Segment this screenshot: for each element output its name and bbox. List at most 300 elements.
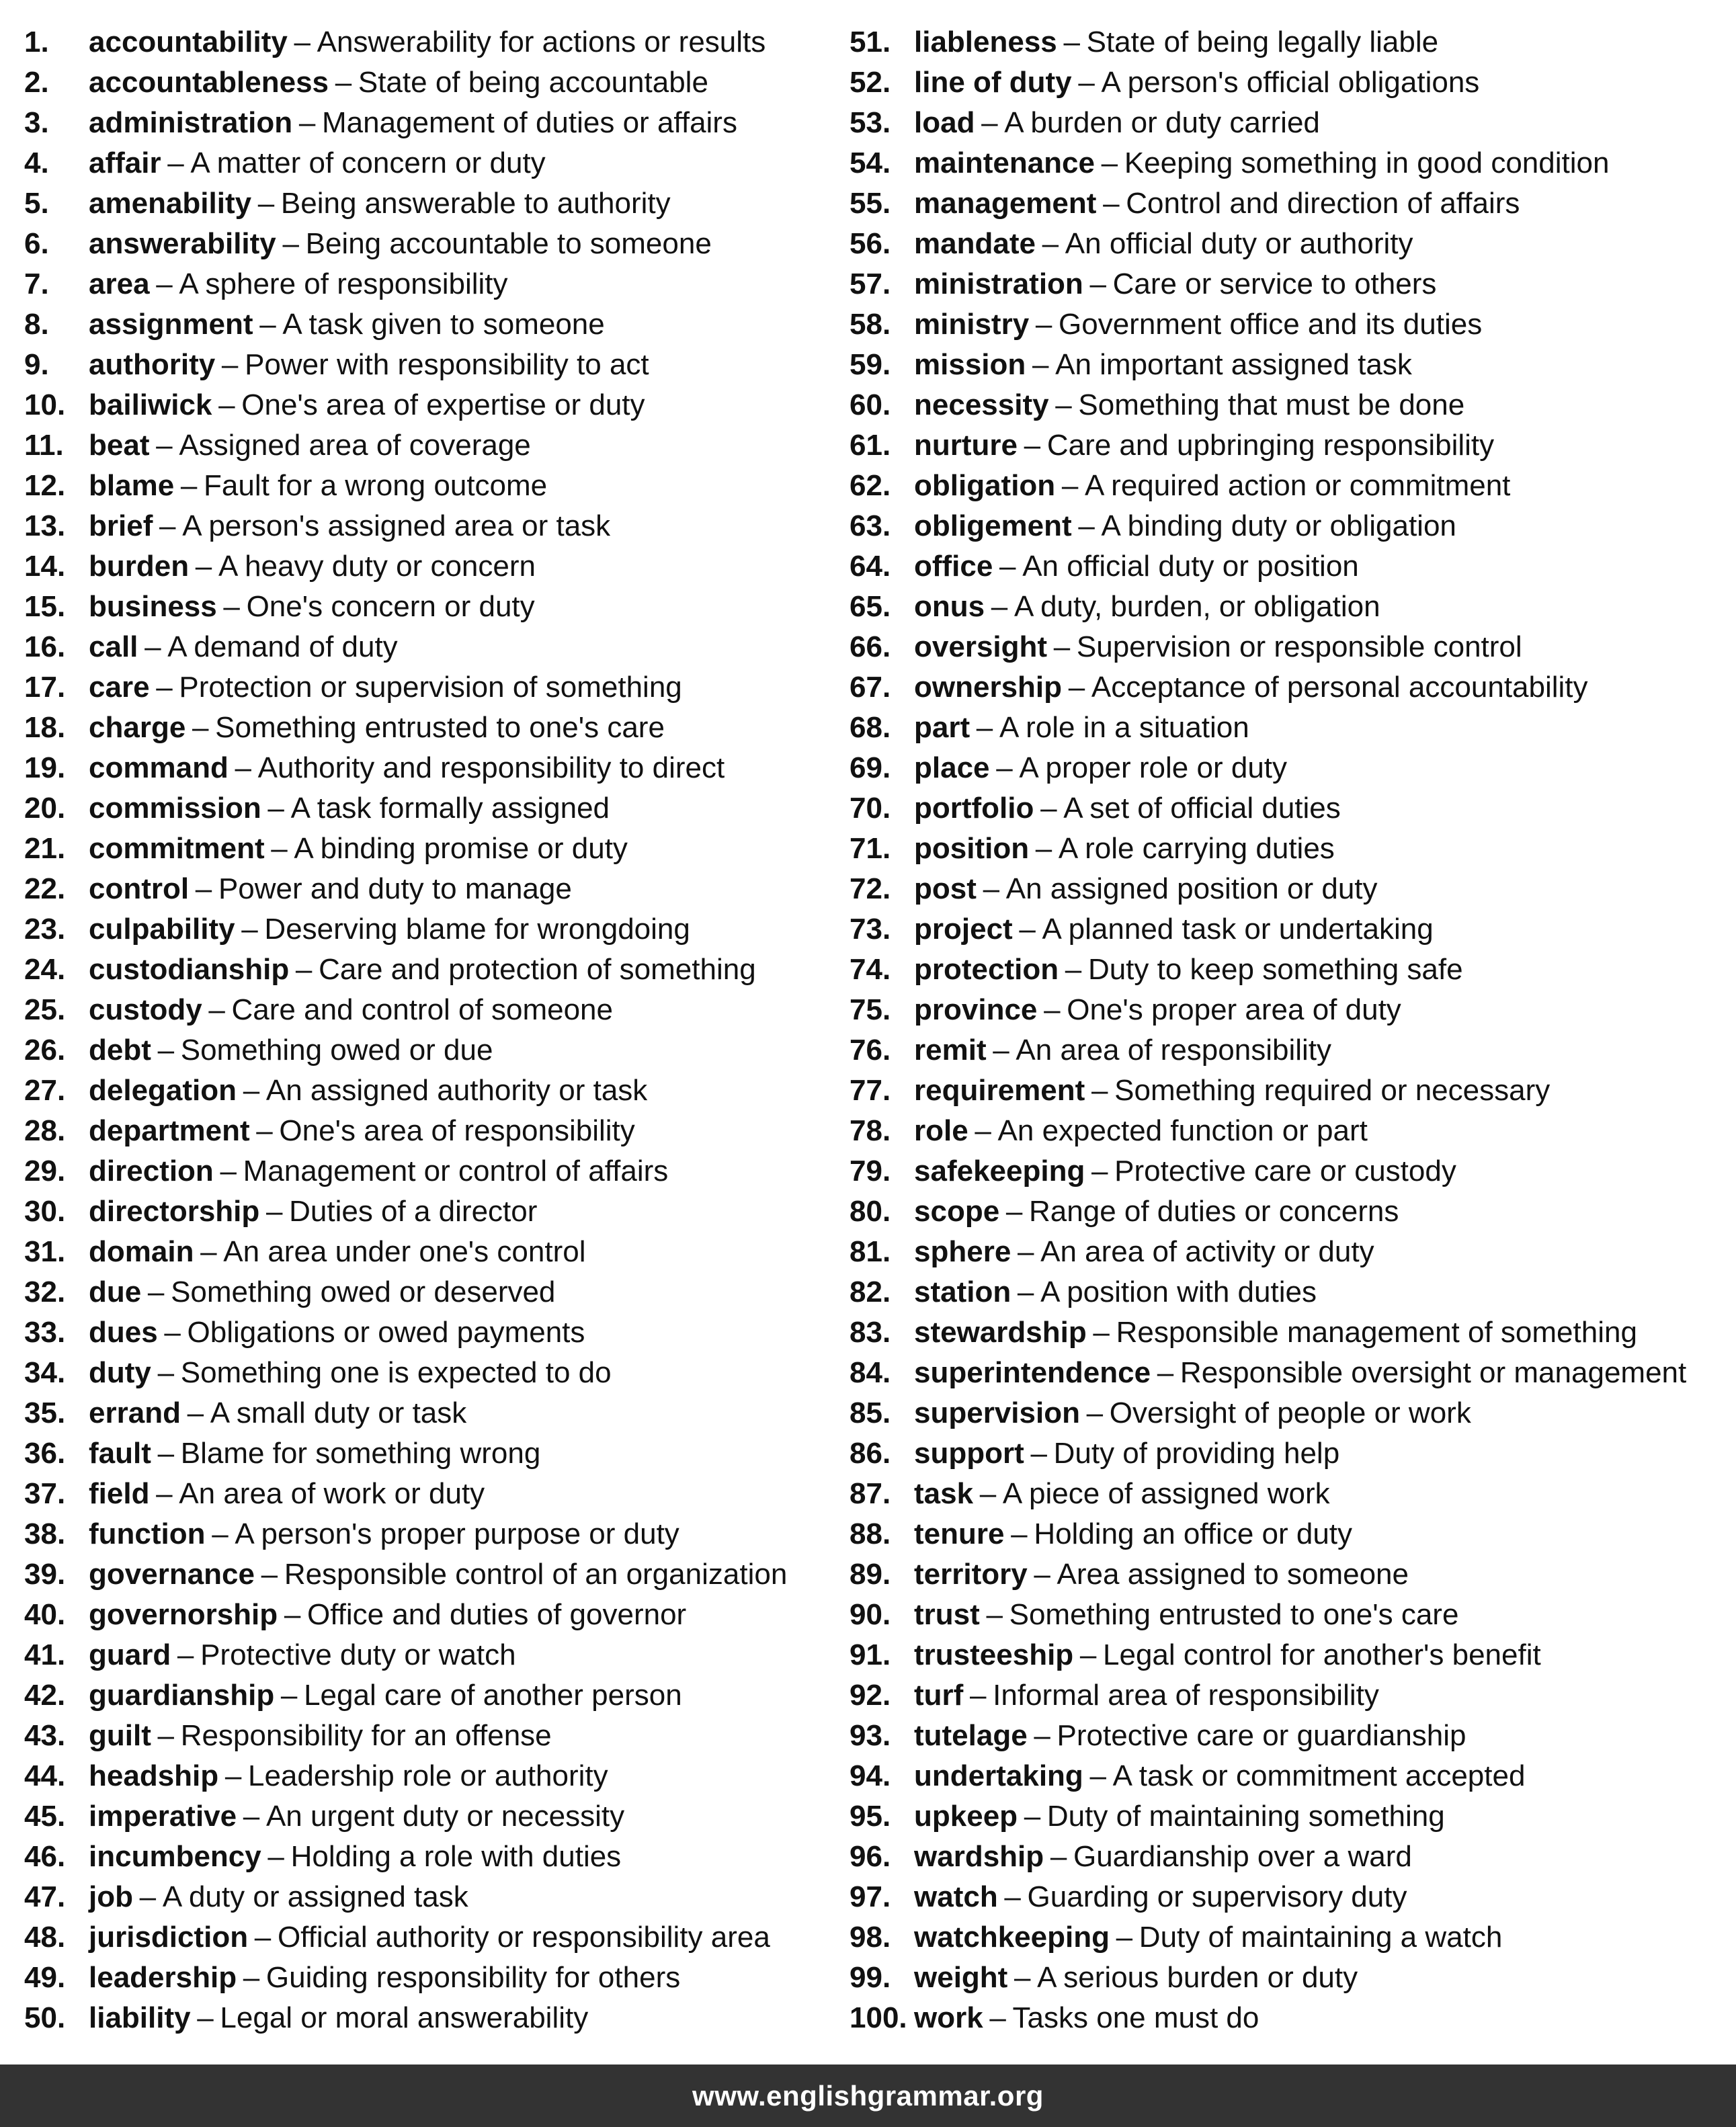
entry-definition: Tasks one must do (1012, 2001, 1259, 2034)
entry-number: 63. (850, 509, 891, 542)
entry-number: 87. (850, 1477, 891, 1510)
entry-word: province (914, 993, 1038, 1026)
entry-separator: – (335, 66, 352, 99)
entry-definition: A planned task or undertaking (1042, 913, 1434, 946)
entry-separator: – (223, 590, 240, 623)
entry-separator: – (1017, 1235, 1034, 1268)
list-item (24, 264, 837, 304)
list-item (24, 627, 837, 667)
entry-definition: Power with responsibility to act (245, 348, 649, 381)
entry-separator: – (271, 832, 288, 865)
entry-word: field (89, 1477, 150, 1510)
entry-separator: – (294, 26, 311, 58)
entry-definition: An expected function or part (997, 1114, 1368, 1147)
entry-word: affair (89, 147, 161, 179)
entry-definition: Office and duties of governor (306, 1598, 687, 1631)
entry-separator: – (298, 106, 316, 139)
entry-number: 97. (850, 1880, 891, 1913)
list-item (850, 1232, 1723, 1272)
list-item (850, 1030, 1723, 1071)
entry-number: 77. (850, 1074, 891, 1107)
entry-number: 44. (24, 1759, 66, 1792)
entry-separator: – (156, 267, 173, 300)
entry-separator: – (1035, 308, 1052, 341)
entry-number: 50. (24, 2001, 66, 2034)
entry-word: guilt (89, 1719, 151, 1752)
entry-word: jurisdiction (89, 1921, 249, 1954)
entry-number: 82. (850, 1276, 891, 1308)
entry-definition: A burden or duty carried (1004, 106, 1320, 139)
entry-number: 45. (24, 1800, 66, 1833)
entry-word: remit (914, 1034, 987, 1067)
entry-separator: – (1091, 1155, 1108, 1187)
list-item (850, 708, 1723, 748)
entry-word: command (89, 751, 229, 784)
entry-word: domain (89, 1235, 194, 1268)
entry-definition: Something owed or due (180, 1034, 493, 1067)
list-item (850, 1393, 1723, 1433)
entry-separator: – (1157, 1356, 1174, 1389)
entry-definition: Management of duties or affairs (321, 106, 737, 139)
entry-number: 74. (850, 953, 891, 986)
list-item (850, 1433, 1723, 1474)
entry-number: 13. (24, 509, 66, 542)
entry-word: work (914, 2001, 983, 2034)
entry-number: 94. (850, 1759, 891, 1792)
entry-number: 39. (24, 1558, 66, 1591)
entry-number: 37. (24, 1477, 66, 1510)
entry-definition: An official duty or position (1022, 550, 1359, 583)
entry-number: 47. (24, 1880, 66, 1913)
list-item (850, 1071, 1723, 1111)
entry-word: burden (89, 550, 190, 583)
entry-number: 30. (24, 1195, 66, 1228)
entry-separator: – (295, 953, 313, 986)
entry-word: answerability (89, 227, 276, 260)
entry-separator: – (1053, 630, 1071, 663)
entry-definition: Something owed or deserved (171, 1276, 556, 1308)
list-item (24, 1272, 837, 1312)
entry-separator: – (1086, 1396, 1104, 1429)
entry-word: undertaking (914, 1759, 1083, 1792)
entry-definition: Protective care or guardianship (1057, 1719, 1466, 1752)
entry-word: blame (89, 469, 175, 502)
entry-separator: – (1116, 1921, 1133, 1954)
entry-separator: – (139, 1880, 157, 1913)
word-list-column-right (850, 22, 1723, 2038)
footer-bar (0, 2065, 1736, 2127)
entry-word: business (89, 590, 217, 623)
entry-definition: Protective duty or watch (200, 1638, 516, 1671)
entry-number: 54. (850, 147, 891, 179)
entry-word: ministration (914, 267, 1083, 300)
entry-definition: One's proper area of duty (1067, 993, 1401, 1026)
entry-number: 51. (850, 26, 891, 58)
entry-definition: Deserving blame for wrongdoing (264, 913, 690, 946)
entry-word: bailiwick (89, 388, 212, 421)
entry-separator: – (197, 2001, 214, 2034)
list-item (850, 1998, 1723, 2038)
list-item (24, 1433, 837, 1474)
entry-separator: – (975, 1114, 991, 1147)
entry-number: 49. (24, 1961, 66, 1994)
list-item (850, 466, 1723, 506)
entry-separator: – (1089, 267, 1106, 300)
entry-number: 99. (850, 1961, 891, 1994)
entry-definition: An area of work or duty (179, 1477, 485, 1510)
entry-definition: Responsible management of something (1116, 1316, 1637, 1349)
list-item (24, 1998, 837, 2038)
list-item (24, 1111, 837, 1151)
list-item (24, 183, 837, 224)
entry-number: 9. (24, 348, 49, 381)
list-item (24, 1958, 837, 1998)
entry-word: role (914, 1114, 968, 1147)
entry-definition: Holding a role with duties (290, 1840, 622, 1873)
entry-separator: – (164, 1316, 181, 1349)
entry-number: 75. (850, 993, 891, 1026)
list-item (850, 950, 1723, 990)
entry-separator: – (989, 2001, 1006, 2034)
entry-number: 14. (24, 550, 66, 583)
list-item (24, 466, 837, 506)
entry-number: 83. (850, 1316, 891, 1349)
entry-word: trusteeship (914, 1638, 1074, 1671)
entry-definition: Something one is expected to do (180, 1356, 612, 1389)
list-item (24, 1837, 837, 1877)
list-item (24, 950, 837, 990)
entry-number: 29. (24, 1155, 66, 1187)
entry-word: call (89, 630, 138, 663)
entry-word: office (914, 550, 993, 583)
list-item (850, 1312, 1723, 1353)
entry-word: scope (914, 1195, 1000, 1228)
entry-number: 25. (24, 993, 66, 1026)
entry-separator: – (1091, 1074, 1108, 1107)
entry-number: 52. (850, 66, 891, 99)
entry-word: part (914, 711, 970, 744)
list-item (850, 425, 1723, 466)
entry-number: 17. (24, 671, 66, 704)
entry-number: 79. (850, 1155, 891, 1187)
list-item (850, 788, 1723, 829)
entry-definition: Duty to keep something safe (1087, 953, 1463, 986)
list-item (24, 587, 837, 627)
entry-number: 55. (850, 187, 891, 220)
footer-website-link[interactable]: www.englishgrammar.org (692, 2079, 1044, 2112)
entry-word: directorship (89, 1195, 260, 1228)
entry-separator: – (241, 913, 258, 946)
entry-word: oversight (914, 630, 1048, 663)
entry-separator: – (259, 308, 276, 341)
entry-word: custodianship (89, 953, 290, 986)
entry-separator: – (979, 1477, 997, 1510)
list-item (850, 869, 1723, 909)
entry-number: 84. (850, 1356, 891, 1389)
entry-number: 93. (850, 1719, 891, 1752)
entry-number: 12. (24, 469, 66, 502)
word-list-column-left (24, 22, 837, 2038)
entry-number: 57. (850, 267, 891, 300)
list-item (850, 627, 1723, 667)
entry-word: governance (89, 1558, 255, 1591)
entry-separator: – (1040, 792, 1057, 825)
entry-separator: – (254, 1921, 272, 1954)
entry-word: mandate (914, 227, 1036, 260)
entry-number: 18. (24, 711, 66, 744)
list-item (24, 667, 837, 708)
entry-number: 32. (24, 1276, 66, 1308)
entry-separator: – (147, 1276, 165, 1308)
entry-word: watchkeeping (914, 1921, 1110, 1954)
list-item (24, 1675, 837, 1716)
list-item (850, 1474, 1723, 1514)
entry-number: 78. (850, 1114, 891, 1147)
entry-separator: – (200, 1235, 217, 1268)
entry-definition: Obligations or owed payments (187, 1316, 585, 1349)
entry-definition: An area under one's control (223, 1235, 586, 1268)
entry-definition: An official duty or authority (1065, 227, 1413, 260)
entry-separator: – (1065, 953, 1082, 986)
entry-number: 91. (850, 1638, 891, 1671)
entry-word: area (89, 267, 150, 300)
entry-number: 8. (24, 308, 49, 341)
entry-separator: – (280, 1679, 298, 1712)
entry-word: necessity (914, 388, 1049, 421)
entry-word: due (89, 1276, 142, 1308)
entry-definition: Power and duty to manage (218, 872, 572, 905)
entry-definition: Acceptance of personal accountability (1091, 671, 1588, 704)
entry-definition: Answerability for actions or results (317, 26, 766, 58)
entry-number: 90. (850, 1598, 891, 1631)
entry-definition: Something entrusted to one's care (1009, 1598, 1459, 1631)
list-item (850, 506, 1723, 546)
list-item (850, 1635, 1723, 1675)
entry-definition: Legal care of another person (304, 1679, 682, 1712)
entry-word: fault (89, 1437, 151, 1470)
entry-number: 53. (850, 106, 891, 139)
entry-number: 96. (850, 1840, 891, 1873)
entry-separator: – (1089, 1759, 1106, 1792)
entry-definition: A person's proper purpose or duty (235, 1517, 679, 1550)
list-item (24, 829, 837, 869)
list-item (24, 345, 837, 385)
entry-number: 56. (850, 227, 891, 260)
list-item (850, 667, 1723, 708)
entry-definition: One's area of expertise or duty (241, 388, 645, 421)
entry-word: department (89, 1114, 250, 1147)
entry-separator: – (267, 1840, 284, 1873)
entry-number: 34. (24, 1356, 66, 1389)
entry-definition: A required action or commitment (1085, 469, 1511, 502)
entry-separator: – (1078, 509, 1095, 542)
entry-number: 76. (850, 1034, 891, 1067)
list-item (850, 264, 1723, 304)
entry-separator: – (284, 1598, 301, 1631)
entry-definition: State of being legally liable (1086, 26, 1439, 58)
entry-word: delegation (89, 1074, 237, 1107)
entry-word: trust (914, 1598, 980, 1631)
entry-definition: Management or control of affairs (243, 1155, 669, 1187)
entry-number: 86. (850, 1437, 891, 1470)
entry-word: supervision (914, 1396, 1080, 1429)
entry-number: 60. (850, 388, 891, 421)
entry-definition: A duty or assigned task (162, 1880, 468, 1913)
entry-word: place (914, 751, 990, 784)
entry-separator: – (1042, 227, 1059, 260)
entry-number: 48. (24, 1921, 66, 1954)
entry-word: assignment (89, 308, 253, 341)
entry-separator: – (261, 1558, 278, 1591)
entry-definition: Protection or supervision of something (179, 671, 682, 704)
list-item (850, 909, 1723, 950)
entry-separator: – (1024, 1800, 1041, 1833)
entry-definition: Legal or moral answerability (220, 2001, 589, 2034)
entry-number: 2. (24, 66, 49, 99)
entry-word: headship (89, 1759, 219, 1792)
entry-definition: Being accountable to someone (305, 227, 712, 260)
list-item (24, 1393, 837, 1433)
entry-definition: A small duty or task (210, 1396, 467, 1429)
entry-word: task (914, 1477, 974, 1510)
list-item (24, 506, 837, 546)
entry-word: charge (89, 711, 186, 744)
list-item (24, 1595, 837, 1635)
entry-definition: Assigned area of coverage (179, 429, 531, 462)
entry-definition: A task or commitment accepted (1112, 1759, 1526, 1792)
entry-word: maintenance (914, 147, 1095, 179)
entry-word: leadership (89, 1961, 237, 1994)
entry-separator: – (156, 671, 173, 704)
entry-definition: Control and direction of affairs (1126, 187, 1520, 220)
entry-word: commitment (89, 832, 265, 865)
entry-definition: A person's official obligations (1101, 66, 1480, 99)
entry-separator: – (1050, 1840, 1067, 1873)
entry-word: mission (914, 348, 1026, 381)
entry-separator: – (1103, 187, 1120, 220)
list-item (850, 1958, 1723, 1998)
entry-definition: A task given to someone (282, 308, 605, 341)
entry-definition: A serious burden or duty (1037, 1961, 1358, 1994)
entry-word: onus (914, 590, 985, 623)
entry-word: safekeeping (914, 1155, 1085, 1187)
entry-word: job (89, 1880, 133, 1913)
list-item (24, 1151, 837, 1192)
entry-word: governorship (89, 1598, 278, 1631)
entry-separator: – (1005, 1195, 1023, 1228)
list-item (24, 546, 837, 587)
entry-word: beat (89, 429, 150, 462)
entry-number: 66. (850, 630, 891, 663)
entry-definition: Informal area of responsibility (993, 1679, 1379, 1712)
entry-number: 15. (24, 590, 66, 623)
entry-word: amenability (89, 187, 252, 220)
entry-word: errand (89, 1396, 181, 1429)
entry-word: debt (89, 1034, 151, 1067)
entry-separator: – (243, 1074, 260, 1107)
entry-word: sphere (914, 1235, 1011, 1268)
list-item (24, 103, 837, 143)
list-item (850, 1756, 1723, 1796)
list-item (24, 1312, 837, 1353)
entry-separator: – (1019, 913, 1036, 946)
list-item (24, 62, 837, 103)
entry-definition: Something entrusted to one's care (215, 711, 665, 744)
list-item (24, 909, 837, 950)
list-item (24, 224, 837, 264)
entry-separator: – (1014, 1961, 1031, 1994)
entry-number: 67. (850, 671, 891, 704)
entry-definition: Holding an office or duty (1034, 1517, 1353, 1550)
entry-definition: Blame for something wrong (180, 1437, 541, 1470)
entry-word: culpability (89, 913, 235, 946)
entry-separator: – (156, 429, 173, 462)
entry-separator: – (282, 227, 299, 260)
entry-word: station (914, 1276, 1011, 1308)
entry-separator: – (976, 711, 993, 744)
entry-separator: – (257, 187, 275, 220)
entry-number: 46. (24, 1840, 66, 1873)
entry-separator: – (1061, 469, 1079, 502)
entry-separator: – (157, 1437, 175, 1470)
entry-definition: A binding duty or obligation (1101, 509, 1456, 542)
entry-number: 59. (850, 348, 891, 381)
entry-definition: Care or service to others (1112, 267, 1437, 300)
entry-word: position (914, 832, 1030, 865)
entry-separator: – (157, 1034, 175, 1067)
entry-definition: Duty of maintaining a watch (1139, 1921, 1503, 1954)
list-item (850, 1917, 1723, 1958)
list-item (24, 385, 837, 425)
entry-number: 31. (24, 1235, 66, 1268)
entry-definition: Care and control of someone (231, 993, 613, 1026)
entry-definition: Fault for a wrong outcome (204, 469, 548, 502)
entry-number: 61. (850, 429, 891, 462)
entry-separator: – (243, 1800, 260, 1833)
entry-number: 24. (24, 953, 66, 986)
entry-number: 69. (850, 751, 891, 784)
entry-separator: – (208, 993, 225, 1026)
list-item (24, 1554, 837, 1595)
list-item (850, 748, 1723, 788)
entry-definition: Something that must be done (1078, 388, 1465, 421)
entry-number: 21. (24, 832, 66, 865)
entry-definition: A piece of assigned work (1002, 1477, 1330, 1510)
entry-word: watch (914, 1880, 998, 1913)
entry-word: guard (89, 1638, 171, 1671)
entry-definition: An important assigned task (1055, 348, 1412, 381)
list-item (850, 304, 1723, 345)
list-item (24, 708, 837, 748)
entry-separator: – (144, 630, 161, 663)
entry-separator: – (1044, 993, 1061, 1026)
entry-number: 71. (850, 832, 891, 865)
entry-separator: – (1024, 429, 1041, 462)
entry-separator: – (195, 872, 212, 905)
entry-number: 85. (850, 1396, 891, 1429)
list-item (850, 587, 1723, 627)
entry-definition: Official authority or responsibility area (277, 1921, 770, 1954)
entry-number: 95. (850, 1800, 891, 1833)
entry-number: 73. (850, 913, 891, 946)
entry-word: requirement (914, 1074, 1085, 1107)
entry-definition: An assigned authority or task (265, 1074, 648, 1107)
entry-definition: Protective care or custody (1114, 1155, 1456, 1187)
entry-word: control (89, 872, 190, 905)
entry-definition: Responsibility for an offense (180, 1719, 552, 1752)
entry-definition: One's area of responsibility (279, 1114, 635, 1147)
entry-definition: Range of duties or concerns (1029, 1195, 1399, 1228)
